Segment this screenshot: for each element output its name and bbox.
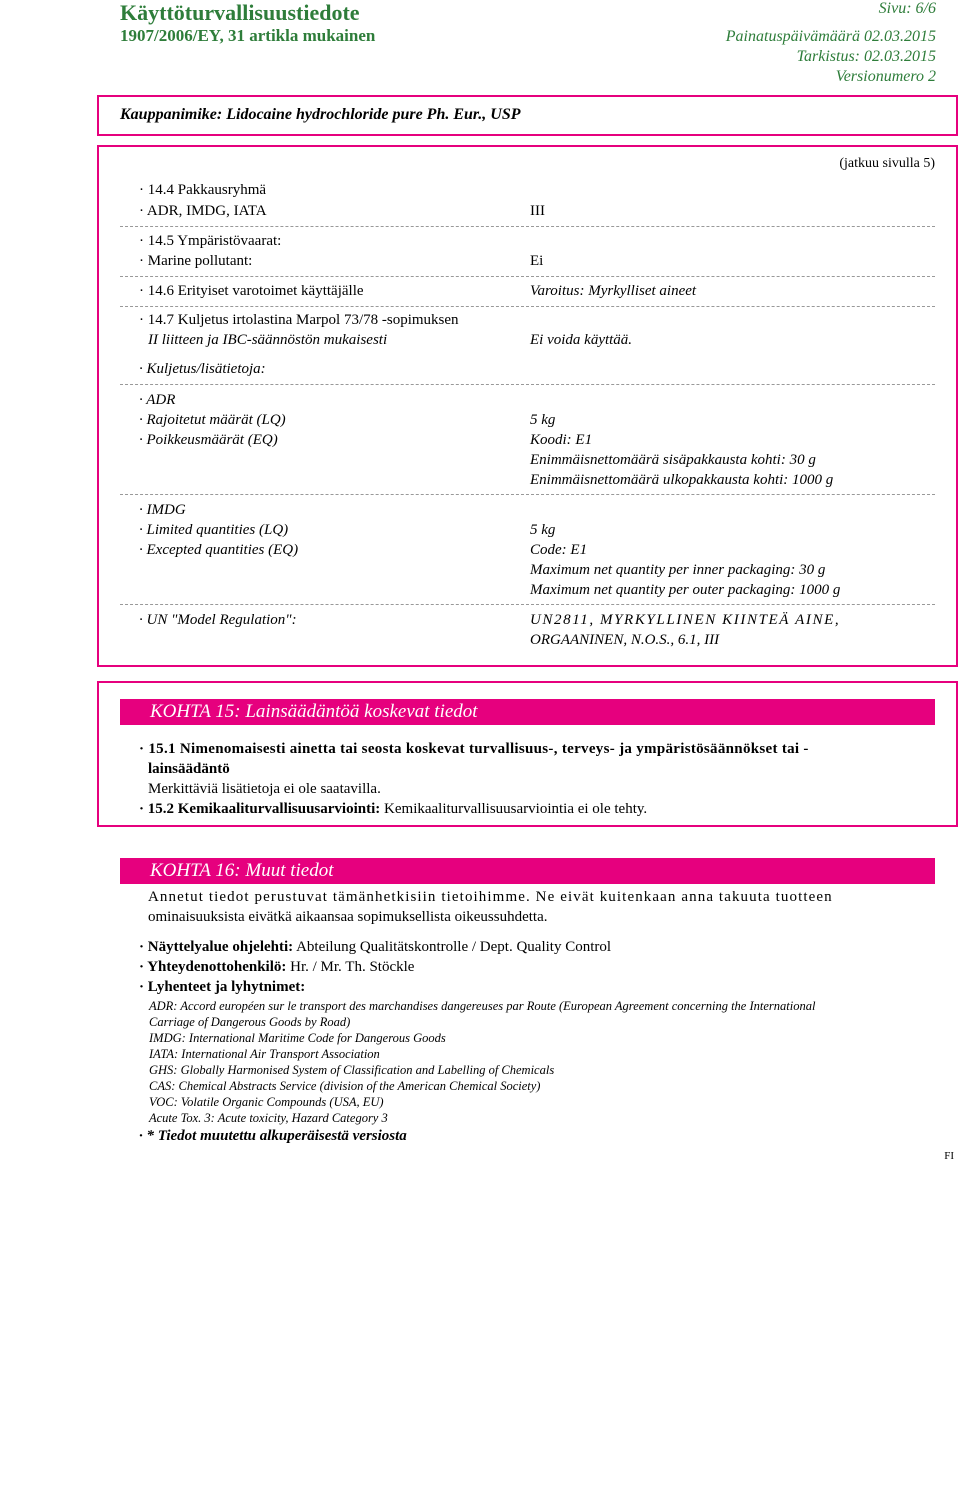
s14-5-value: Ei [530,253,544,269]
imdg-lq-label: · Limited quantities (LQ) [139,522,289,538]
print-date: Painatuspäivämäärä 02.03.2015 [725,28,936,45]
adr-eq-value1: Koodi: E1 [530,432,593,448]
s14-4-label: · ADR, IMDG, IATA [139,203,267,219]
adr-lq-value: 5 kg [530,412,556,428]
adr-eq-value3: Enimmäisnettomäärä ulkopakkausta kohti: 1000 g [530,472,834,488]
s14-4-title: · 14.4 Pakkausryhmä [139,182,267,198]
un-value-line2: ORGAANINEN, N.O.S., 6.1, III [530,632,720,648]
abbr-item: IMDG: International Maritime Code for Dangerous Goods [149,1031,446,1045]
adr-lq-label: · Rajoitetut määrät (LQ) [139,412,286,428]
abbr-item: VOC: Volatile Organic Compounds (USA, EU) [149,1095,384,1109]
transport-extra-title: · Kuljetus/lisätietoja: [139,361,266,377]
abbr-item: Carriage of Dangerous Goods by Road) [149,1015,351,1029]
s16-contact-row [139,959,414,976]
section15-banner: KOHTA 15: Lainsäädäntöä koskevat tiedot [120,699,935,725]
s14-7-line2: II liitteen ja IBC-säännöstön mukaisesti [148,332,388,348]
imdg-eq-value1: Code: E1 [530,542,588,558]
abbr-item: Acute Tox. 3: Acute toxicity, Hazard Category 3 [149,1111,388,1125]
divider [120,384,935,385]
adr-title: · ADR [139,392,176,408]
page-number: Sivu: 6/6 [878,0,936,17]
divider [120,276,935,277]
imdg-eq-value2: Maximum net quantity per inner packaging: 30 g [530,562,826,578]
abbr-item: IATA: International Air Transport Association [149,1047,380,1061]
adr-eq-label: · Poikkeusmäärät (EQ) [139,432,278,448]
adr-eq-value2: Enimmäisnettomäärä sisäpakkausta kohti: 30 g [530,452,816,468]
s15-2-label: · 15.2 Kemikaaliturvallisuusarviointi: [139,801,381,817]
s14-5-label: · Marine pollutant: [139,253,253,269]
section16-banner: KOHTA 16: Muut tiedot [120,858,935,884]
language-code: FI [944,1150,954,1162]
imdg-lq-value: 5 kg [530,522,556,538]
s16-dept-label: · Näyttelyalue ohjelehti: [139,939,294,955]
trade-name: Kauppanimike: Lidocaine hydrochloride pure Ph. Eur., USP [120,106,521,123]
s16-contact-value: Hr. / Mr. Th. Stöckle [290,959,415,975]
revision-date: Tarkistus: 02.03.2015 [796,48,936,65]
s14-4-value: III [530,203,545,219]
s14-6-value: Varoitus: Myrkylliset aineet [530,283,697,299]
abbr-item: CAS: Chemical Abstracts Service (division of the American Chemical Society) [149,1079,541,1093]
s14-6-title: · 14.6 Erityiset varotoimet käyttäjälle [139,283,364,299]
document-title: Käyttöturvallisuustiedote [120,0,360,25]
un-label: · UN "Model Regulation": [139,612,297,628]
s14-7-line1: · 14.7 Kuljetus irtolastina Marpol 73/78 -sopimuksen [139,312,459,328]
regulation-text: 1907/2006/EY, 31 artikla mukainen [120,26,376,45]
s16-intro-line1: Annetut tiedot perustuvat tämänhetkisiin tietoihimme. Ne eivät kuitenkaan anna takuuta tuotteen [148,889,833,905]
abbr-item: ADR: Accord européen sur le transport des marchandises dangereuses par Route (European Agreement concerning the International [149,999,816,1013]
divider [120,306,935,307]
divider [120,226,935,227]
s16-abbr-title: · Lyhenteet ja lyhytnimet: [139,979,306,995]
version-number: Versionumero 2 [835,68,936,85]
s15-2-text: Kemikaaliturvallisuusarviointia ei ole tehty. [384,801,648,817]
imdg-eq-label: · Excepted quantities (EQ) [139,542,299,558]
s16-changed-note: · * Tiedot muutettu alkuperäisestä versiosta [139,1128,407,1144]
s15-2-row [139,801,647,818]
s14-7-value: Ei voida käyttää. [530,332,633,348]
divider [120,494,935,495]
continued-note: (jatkuu sivulla 5) [839,156,935,171]
s15-1-line2: lainsäädäntö [148,761,230,777]
un-value-line1: UN2811, MYRKYLLINEN KIINTEÄ AINE, [530,612,841,628]
s15-1-text: Merkittäviä lisätietoja ei ole saatavilla. [148,781,381,797]
s16-dept-value: Abteilung Qualitätskontrolle / Dept. Quality Control [296,939,612,955]
imdg-eq-value3: Maximum net quantity per outer packaging: 1000 g [530,582,841,598]
s15-1-line1: · 15.1 Nimenomaisesti ainetta tai seosta koskevat turvallisuus-, terveys- ja ympäristösäännökset tai - [139,741,809,757]
divider [120,604,935,605]
s14-5-title: · 14.5 Ympäristövaarat: [139,233,282,249]
imdg-title: · IMDG [139,502,186,518]
s16-contact-label: · Yhteydenottohenkilö: [139,959,287,975]
abbr-item: GHS: Globally Harmonised System of Classification and Labelling of Chemicals [149,1063,555,1077]
s16-intro-line2: ominaisuuksista eivätkä aikaansaa sopimuksellista oikeussuhdetta. [148,909,548,925]
s16-dept-row [139,939,611,956]
